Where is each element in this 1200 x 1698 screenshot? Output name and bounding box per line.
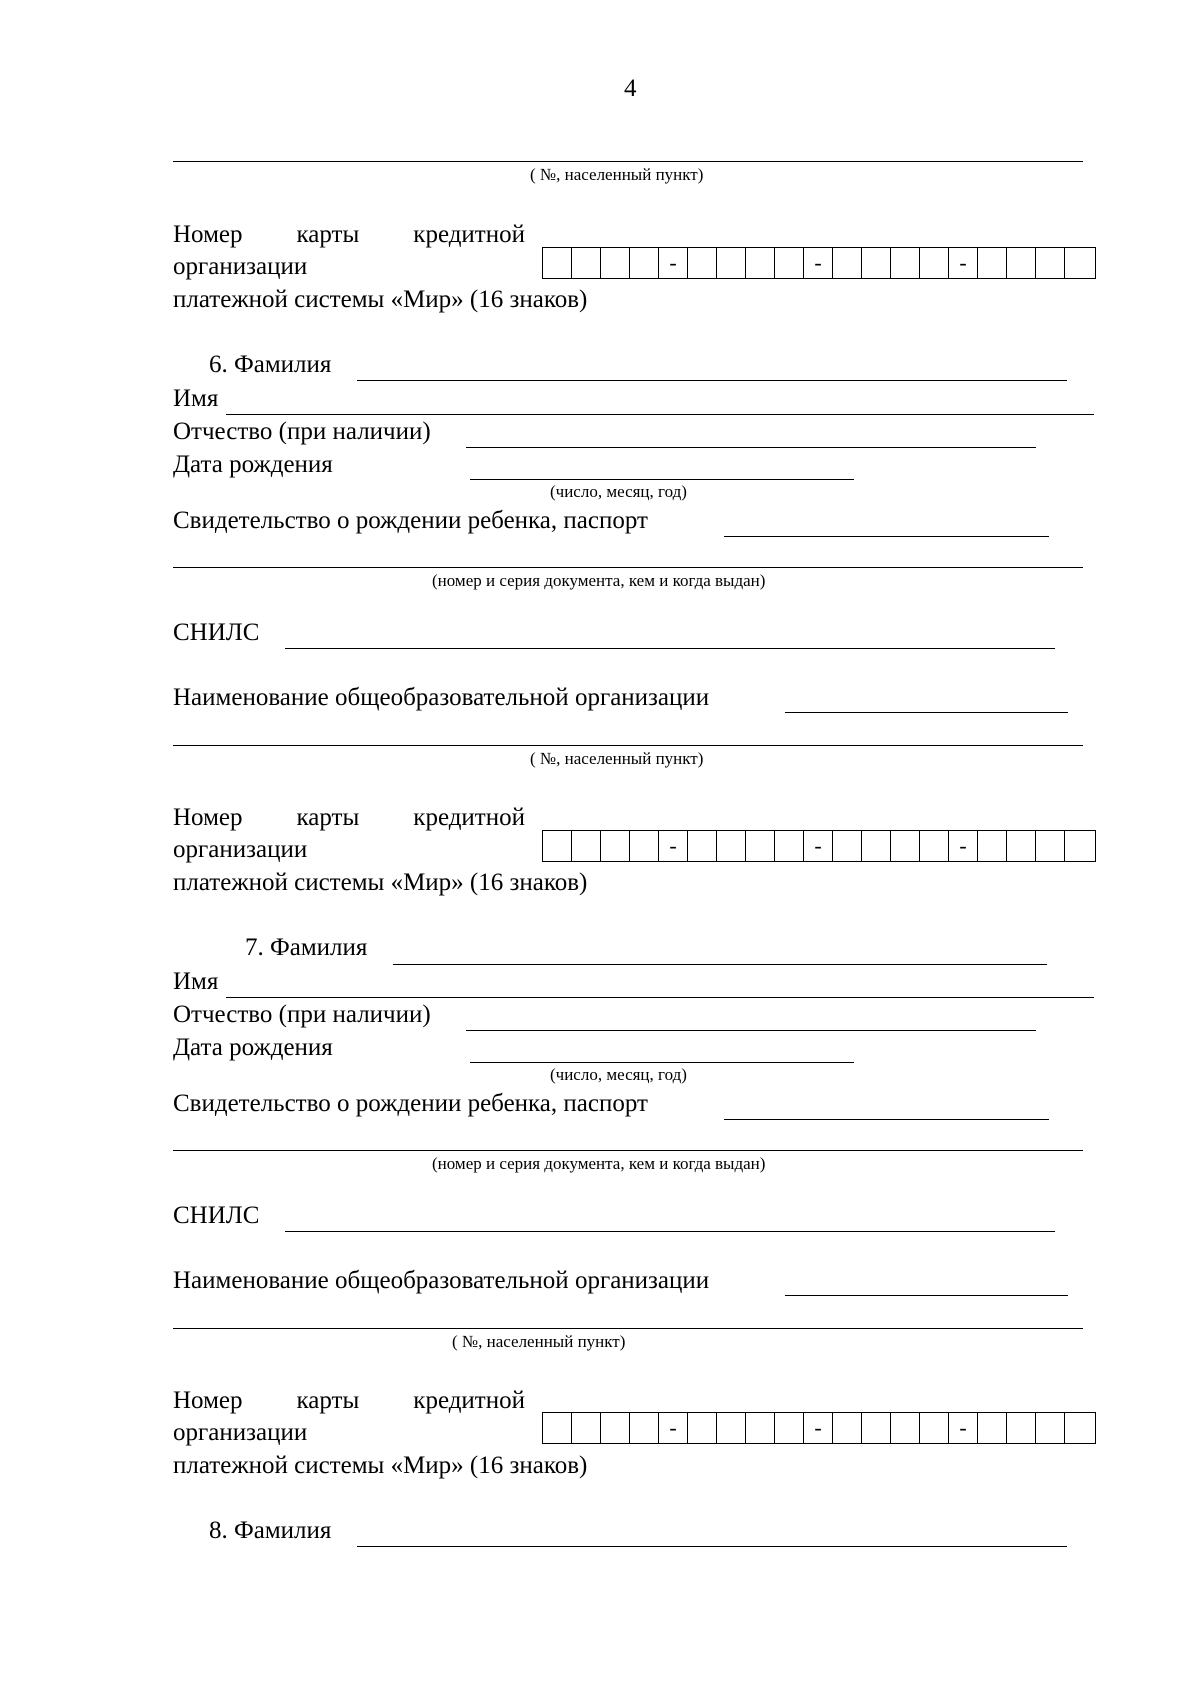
page-number: 4 [624, 75, 637, 102]
snils-label-6: СНИЛС [173, 619, 260, 646]
card-number-grid[interactable] [542, 1412, 1096, 1444]
card-digit-cell[interactable] [978, 1413, 1007, 1443]
card-digit-cell[interactable] [1036, 248, 1065, 278]
card-separator-cell: - [659, 248, 688, 278]
card-digit-cell[interactable] [1007, 1413, 1036, 1443]
card-digit-cell[interactable] [1065, 248, 1094, 278]
card-digit-cell[interactable] [630, 1413, 659, 1443]
card-separator-cell: - [804, 1413, 833, 1443]
card-digit-cell[interactable] [775, 1413, 804, 1443]
card-label-line3: платежной системы «Мир» (16 знаков) [173, 1452, 588, 1479]
certificate-field-7[interactable] [724, 1119, 1049, 1120]
card-label-line3: платежной системы «Мир» (16 знаков) [173, 286, 588, 313]
card-digit-cell[interactable] [601, 831, 630, 861]
card-digit-cell[interactable] [601, 248, 630, 278]
card-digit-cell[interactable] [572, 1413, 601, 1443]
birthdate-caption-6: (число, месяц, год) [550, 482, 687, 501]
card-label-line2: организации [173, 836, 308, 863]
imya-field-7[interactable] [226, 997, 1094, 998]
familiya-field-8[interactable] [357, 1546, 1067, 1547]
card-digit-cell[interactable] [688, 831, 717, 861]
birthdate-field-6[interactable] [470, 479, 854, 480]
card-label-line3: платежной системы «Мир» (16 знаков) [173, 869, 588, 896]
snils-field-6[interactable] [285, 648, 1055, 649]
document-caption-7: (номер и серия документа, кем и когда выдан) [432, 1154, 766, 1173]
org-place-field-6[interactable] [173, 745, 1083, 746]
card-separator-cell: - [949, 831, 978, 861]
snils-field-7[interactable] [285, 1231, 1055, 1232]
certificate-label-7: Свидетельство о рождении ребенка, паспорт [173, 1090, 648, 1117]
org-field-6[interactable] [785, 712, 1068, 713]
card-digit-cell[interactable] [1007, 831, 1036, 861]
card-digit-cell[interactable] [630, 831, 659, 861]
card-digit-cell[interactable] [746, 1413, 775, 1443]
imya-field-6[interactable] [226, 414, 1094, 415]
org-field-7[interactable] [785, 1295, 1068, 1296]
familiya-label-8: 8. Фамилия [209, 1517, 332, 1544]
card-digit-cell[interactable] [1065, 1413, 1094, 1443]
familiya-field-6[interactable] [357, 380, 1067, 381]
card-digit-cell[interactable] [978, 248, 1007, 278]
card-label-line1: Номер карты кредитной [173, 221, 525, 248]
place-line[interactable] [173, 161, 1083, 162]
familiya-label-6: 6. Фамилия [209, 351, 332, 378]
card-separator-cell: - [804, 831, 833, 861]
card-digit-cell[interactable] [978, 831, 1007, 861]
card-label-line1: Номер карты кредитной [173, 1387, 525, 1414]
card-digit-cell[interactable] [833, 1413, 862, 1443]
card-digit-cell[interactable] [920, 1413, 949, 1443]
card-digit-cell[interactable] [862, 831, 891, 861]
otchestvo-label-6: Отчество (при наличии) [173, 418, 431, 445]
card-separator-cell: - [804, 248, 833, 278]
card-digit-cell[interactable] [862, 248, 891, 278]
certificate-field-6[interactable] [724, 536, 1049, 537]
card-digit-cell[interactable] [717, 248, 746, 278]
birthdate-label-7: Дата рождения [173, 1034, 333, 1061]
card-digit-cell[interactable] [717, 1413, 746, 1443]
otchestvo-label-7: Отчество (при наличии) [173, 1001, 431, 1028]
imya-label-7: Имя [173, 968, 219, 995]
card-separator-cell: - [949, 1413, 978, 1443]
familiya-field-7[interactable] [393, 964, 1047, 965]
card-digit-cell[interactable] [572, 248, 601, 278]
card-separator-cell: - [659, 1413, 688, 1443]
card-label-line2: организации [173, 253, 308, 280]
card-digit-cell[interactable] [920, 248, 949, 278]
card-number-grid[interactable] [542, 247, 1096, 279]
document-caption-6: (номер и серия документа, кем и когда выдан) [432, 571, 766, 590]
card-digit-cell[interactable] [833, 831, 862, 861]
document-field-6[interactable] [173, 567, 1083, 568]
card-digit-cell[interactable] [543, 831, 572, 861]
card-label-line2: организации [173, 1419, 308, 1446]
card-digit-cell[interactable] [746, 248, 775, 278]
card-digit-cell[interactable] [746, 831, 775, 861]
birthdate-field-7[interactable] [470, 1062, 854, 1063]
card-digit-cell[interactable] [543, 1413, 572, 1443]
card-digit-cell[interactable] [543, 248, 572, 278]
card-digit-cell[interactable] [891, 248, 920, 278]
card-separator-cell: - [949, 248, 978, 278]
card-digit-cell[interactable] [891, 831, 920, 861]
card-digit-cell[interactable] [775, 831, 804, 861]
place-caption: ( №, населенный пункт) [530, 165, 704, 184]
org-place-field-7[interactable] [173, 1328, 1083, 1329]
birthdate-label-6: Дата рождения [173, 451, 333, 478]
otchestvo-field-7[interactable] [466, 1030, 1036, 1031]
card-digit-cell[interactable] [1036, 1413, 1065, 1443]
card-digit-cell[interactable] [688, 248, 717, 278]
card-digit-cell[interactable] [572, 831, 601, 861]
card-label-line1: Номер карты кредитной [173, 804, 525, 831]
snils-label-7: СНИЛС [173, 1202, 260, 1229]
birthdate-caption-7: (число, месяц, год) [550, 1065, 687, 1084]
card-digit-cell[interactable] [775, 248, 804, 278]
card-digit-cell[interactable] [601, 1413, 630, 1443]
otchestvo-field-6[interactable] [466, 447, 1036, 448]
card-digit-cell[interactable] [688, 1413, 717, 1443]
card-digit-cell[interactable] [1065, 831, 1094, 861]
card-digit-cell[interactable] [891, 1413, 920, 1443]
org-place-caption-7: ( №, населенный пункт) [452, 1332, 626, 1351]
card-digit-cell[interactable] [833, 248, 862, 278]
card-digit-cell[interactable] [1007, 248, 1036, 278]
familiya-label-7: 7. Фамилия [245, 934, 368, 961]
org-label-7: Наименование общеобразовательной организации [173, 1267, 710, 1294]
imya-label-6: Имя [173, 385, 219, 412]
card-digit-cell[interactable] [630, 248, 659, 278]
org-label-6: Наименование общеобразовательной организации [173, 684, 710, 711]
card-digit-cell[interactable] [862, 1413, 891, 1443]
certificate-label-6: Свидетельство о рождении ребенка, паспорт [173, 507, 648, 534]
org-place-caption-6: ( №, населенный пункт) [530, 749, 704, 768]
card-number-grid[interactable] [542, 830, 1096, 862]
document-field-7[interactable] [173, 1150, 1083, 1151]
card-digit-cell[interactable] [1036, 831, 1065, 861]
card-digit-cell[interactable] [717, 831, 746, 861]
card-separator-cell: - [659, 831, 688, 861]
card-digit-cell[interactable] [920, 831, 949, 861]
